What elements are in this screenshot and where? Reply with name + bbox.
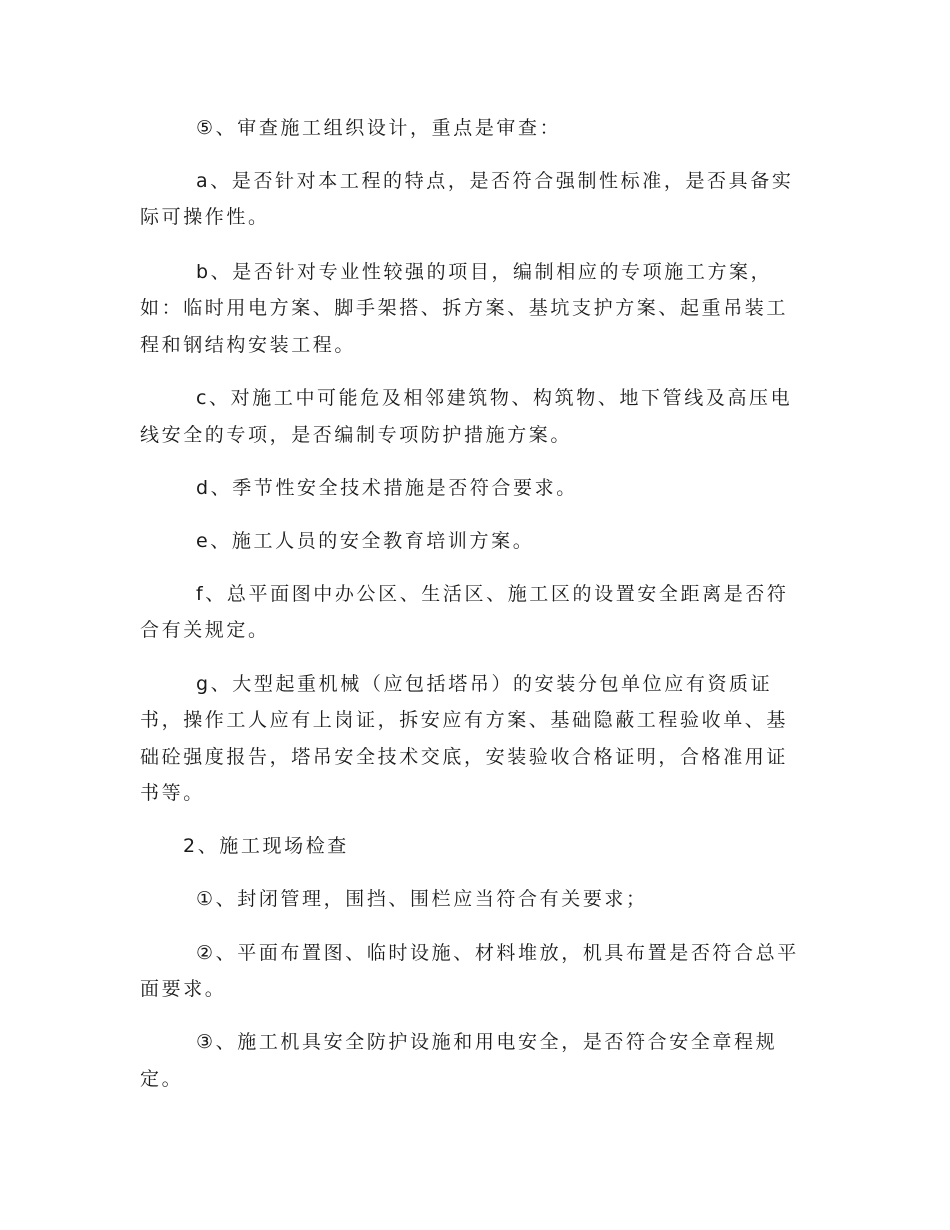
paragraph-line: 面要求。 bbox=[140, 978, 227, 1000]
paragraph-line: c、对施工中可能危及相邻建筑物、构筑物、地下管线及高压电 bbox=[196, 387, 793, 409]
section-heading: 2、施工现场检查 bbox=[183, 835, 349, 857]
paragraph-line: 线安全的专项，是否编制专项防护措施方案。 bbox=[140, 424, 573, 446]
paragraph-line: 书，操作工人应有上岗证，拆安应有方案、基础隐蔽工程验收单、基 bbox=[140, 709, 789, 731]
paragraph-line: 合有关规定。 bbox=[140, 619, 270, 641]
paragraph-line: g、大型起重机械（应包括塔吊）的安装分包单位应有资质证 bbox=[196, 673, 773, 695]
paragraph-line: d、季节性安全技术措施是否符合要求。 bbox=[196, 477, 578, 499]
paragraph-line: e、施工人员的安全教育培训方案。 bbox=[196, 530, 535, 552]
paragraph-line: 础砼强度报告，塔吊安全技术交底，安装验收合格证明，合格准用证 bbox=[140, 746, 789, 768]
paragraph-line: ⑤、审查施工组织设计，重点是审查： bbox=[196, 117, 562, 139]
paragraph-line: 如：临时用电方案、脚手架搭、拆方案、基坑支护方案、起重吊装工 bbox=[140, 297, 789, 319]
paragraph-line: ①、封闭管理，围挡、围栏应当符合有关要求； bbox=[196, 888, 648, 910]
paragraph-line: 书等。 bbox=[140, 782, 205, 804]
paragraph-line: f、总平面图中办公区、生活区、施工区的设置安全距离是否符 bbox=[196, 583, 789, 605]
paragraph-line: b、是否针对专业性较强的项目，编制相应的专项施工方案， bbox=[196, 261, 773, 283]
paragraph-line: 际可操作性。 bbox=[140, 206, 270, 228]
paragraph-line: ③、施工机具安全防护设施和用电安全，是否符合安全章程规 bbox=[196, 1031, 778, 1053]
paragraph-line: 程和钢结构安装工程。 bbox=[140, 334, 357, 356]
paragraph-line: a、是否针对本工程的特点，是否符合强制性标准，是否具备实 bbox=[196, 170, 794, 192]
paragraph-line: ②、平面布置图、临时设施、材料堆放，机具布置是否符合总平 bbox=[196, 942, 799, 964]
paragraph-line: 定。 bbox=[140, 1068, 184, 1090]
